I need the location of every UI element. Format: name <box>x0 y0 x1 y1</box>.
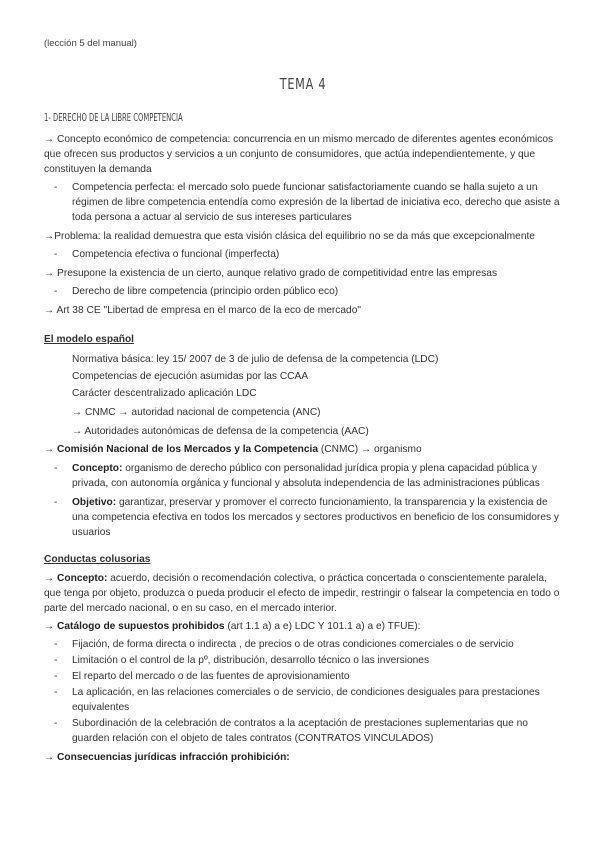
prohibited-practices-list <box>44 637 562 746</box>
list-item: - El reparto del mercado o de las fuentes de aprovisionamiento <box>44 669 562 684</box>
model-line: Carácter descentralizado aplicación LDC <box>72 388 257 399</box>
cnmc-name: Comisión Nacional de los Mercados y la Competencia <box>57 444 319 455</box>
concepto-text: organismo de derecho público con personalidad jurídica propia y plena capacidad pública y privada, con autonomía orgánica y funcional y absoluta independencia de las administraciones públicas <box>72 463 540 489</box>
arrow-prefix: → <box>44 444 58 455</box>
cnmc-rest: (CNMC) → organismo <box>318 444 422 455</box>
presupposition-paragraph: → Presupone la existencia de un cierto, aunque relativo grado de competitividad entre las empresas <box>44 268 498 279</box>
list-item: - Subordinación de la celebración de contratos a la aceptación de prestaciones suplementarias que no guarden relación con el objeto de tales contratos (CONTRATOS VINCULADOS) <box>44 716 562 746</box>
cnmc-list <box>44 461 562 540</box>
list-item: - Limitación o el control de la pº, distribución, desarrollo técnico o las inversiones <box>44 653 562 668</box>
section-title: 1- DERECHO DE LA LIBRE COMPETENCIA <box>44 111 183 124</box>
cnmc-paragraph <box>44 442 562 457</box>
model-line: → Autoridades autonómicas de defensa de la competencia (AAC) <box>72 426 369 437</box>
catalog-text: (art 1.1 a) a e) LDC Y 101.1 a) a e) TFUE): <box>224 621 421 632</box>
consequences-paragraph <box>44 750 562 765</box>
collusive-conduct-heading: Conductas colusorias <box>44 554 151 565</box>
spanish-model-heading: El modelo español <box>44 334 135 345</box>
perfect-competition-list <box>44 180 562 225</box>
effective-competition-list <box>44 247 562 262</box>
concept-paragraph: → Concepto económico de competencia: concurrencia en un mismo mercado de diferentes agentes económicos que ofrecen sus productos y servicios a un conjunto de consumidores, que actúa independientemente, y que constituyen la demanda <box>44 134 554 175</box>
objetivo-label: Objetivo: <box>72 497 117 508</box>
catalog-label: Catálogo de supuestos prohibidos <box>57 621 225 632</box>
concepto-label: Concepto: <box>72 463 123 474</box>
spanish-model-lines <box>44 351 562 440</box>
concepto-label: Concepto: <box>57 573 108 584</box>
arrow-prefix: → <box>44 752 58 763</box>
objetivo-text: garantizar, preservar y promover el correcto funcionamiento, la transparencia y la existencia de una competencia efectiva en todos los mercados y sectores productivos en beneficio de los consumidores y usuarios <box>72 497 560 538</box>
concepto-text: acuerdo, decisión o recomendación colectiva, o práctica concertada o conscientemente paralela, que tenga por objeto, produzca o pueda producir el efecto de impedir, restringir o falsear la competencia en todo o parte del mercado nacional, o en su caso, en el mercado interior. <box>44 573 560 614</box>
model-line: Competencias de ejecución asumidas por las CCAA <box>72 371 309 382</box>
lesson-note: (lección 5 del manual) <box>44 38 137 49</box>
list-item: - Competencia perfecta: el mercado solo puede funcionar satisfactoriamente cuando se halla sujeto a un régimen de libre competencia entendía como expresión de la libertad de iniciativa eco, derecho que asiste a toda persona a actuar al servicio de sus intereses particulares <box>44 180 562 225</box>
arrow-prefix: → <box>44 621 58 632</box>
collusive-concept-paragraph <box>44 571 562 616</box>
page-title: TEMA 4 <box>279 75 327 93</box>
article-38-paragraph: → Art 38 CE "Libertad de empresa en el marco de la eco de mercado" <box>44 305 361 316</box>
problem-paragraph: →Problema: la realidad demuestra que esta visión clásica del equilibrio no se da más que excepcionalmente <box>44 231 535 242</box>
list-item <box>44 495 562 540</box>
consequences-label: Consecuencias jurídicas infracción prohibición: <box>57 752 290 763</box>
arrow-prefix: → <box>44 573 58 584</box>
list-item: - Derecho de libre competencia (principio orden público eco) <box>44 284 562 299</box>
catalog-paragraph <box>44 619 562 634</box>
model-line: Normativa básica: ley 15/ 2007 de 3 de julio de defensa de la competencia (LDC) <box>72 354 439 365</box>
free-competition-list <box>44 284 562 299</box>
list-item: - La aplicación, en las relaciones comerciales o de servicio, de condiciones desiguales para prestaciones equivalentes <box>44 685 562 715</box>
list-item <box>44 461 562 491</box>
list-item: - Fijación, de forma directa o indirecta , de precios o de otras condiciones comerciales o de servicio <box>44 637 562 652</box>
list-item: - Competencia efectiva o funcional (imperfecta) <box>44 247 562 262</box>
model-line: → CNMC → autoridad nacional de competencia (ANC) <box>72 407 321 418</box>
